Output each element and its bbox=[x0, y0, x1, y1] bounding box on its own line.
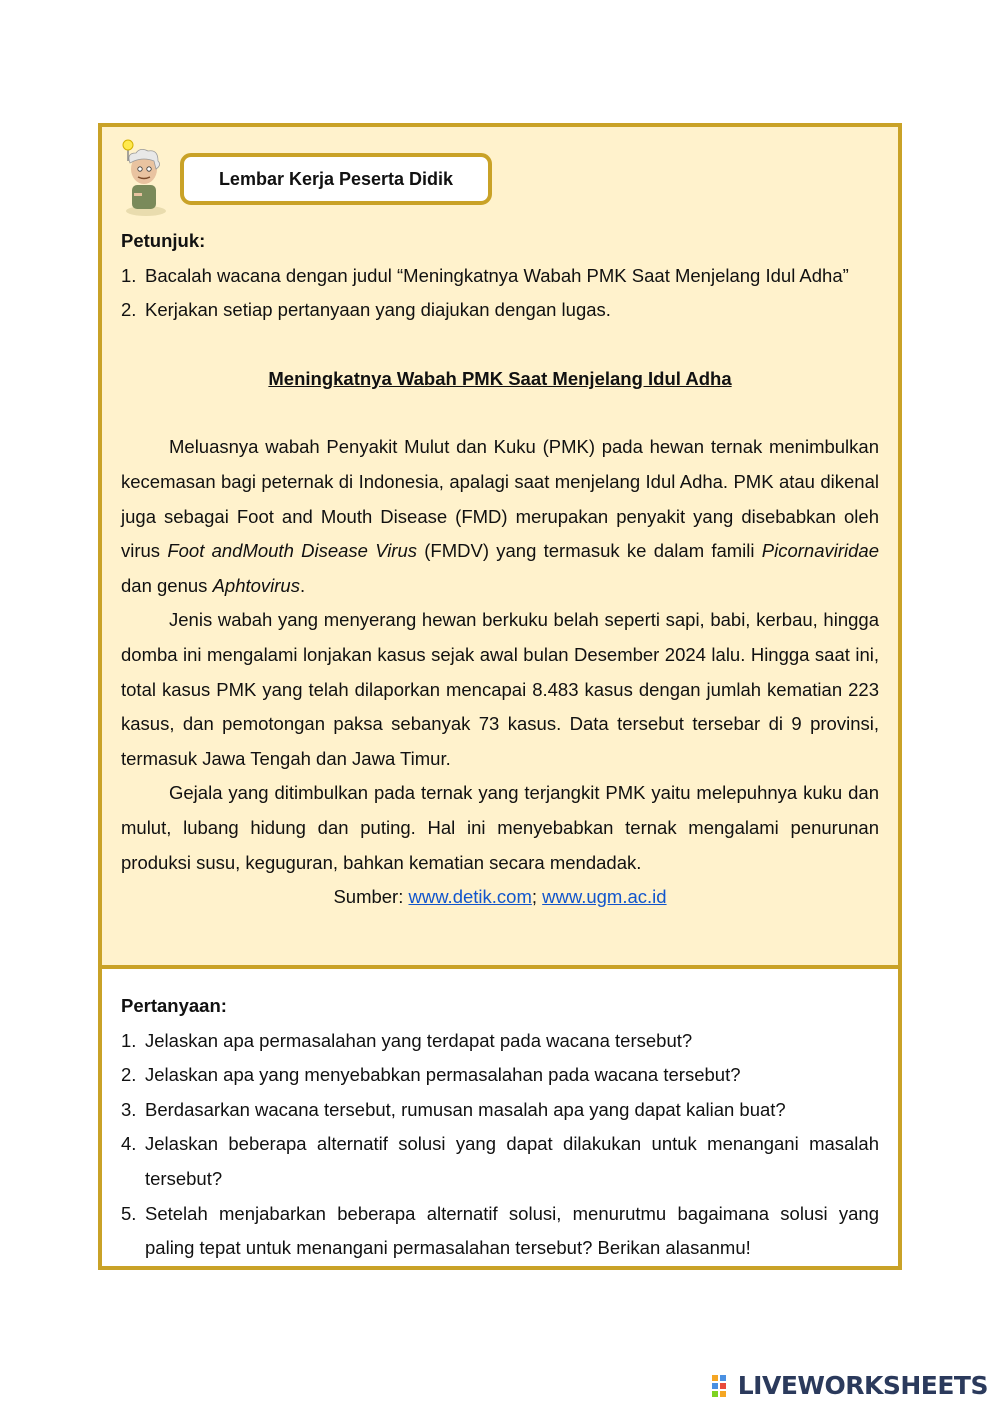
instructions-heading: Petunjuk: bbox=[121, 230, 206, 251]
question-item bbox=[121, 1197, 879, 1266]
question-item bbox=[121, 1024, 879, 1059]
question-text: Jelaskan apa yang menyebabkan permasalahan pada wacana tersebut? bbox=[145, 1064, 741, 1086]
question-number: 2. bbox=[121, 1064, 137, 1086]
instruction-text: Bacalah wacana dengan judul “Meningkatnya Wabah PMK Saat Menjelang Idul Adha” bbox=[145, 264, 849, 286]
article-paragraph bbox=[121, 776, 879, 880]
instruction-number: 1. bbox=[121, 264, 137, 286]
instruction-text: Kerjakan setiap pertanyaan yang diajukan dengan lugas. bbox=[145, 299, 611, 321]
worksheet-title: Lembar Kerja Peserta Didik bbox=[218, 168, 454, 189]
instruction-item bbox=[121, 259, 879, 294]
italic-term: Picornaviridae bbox=[761, 540, 879, 562]
source-separator: ; bbox=[531, 886, 538, 908]
paragraph-text: Jenis wabah yang menyerang hewan berkuku belah seperti sapi, babi, kerbau, hingga domba ini mengalami lonjakan kasus sejak awal bulan Desember 2024 lalu. Hingga saat ini, total kasus PMK yang telah dilaporkan mencapai 8.483 kasus dengan jumlah kematian 223 kasus, dan pemotongan paksa sebanyak 73 kasus. Data tersebut tersebar di 9 provinsi, termasuk Jawa Tengah dan Jawa Timur. bbox=[121, 609, 879, 769]
question-number: 3. bbox=[121, 1098, 137, 1120]
article-paragraph bbox=[121, 603, 879, 776]
question-text: Setelah menjabarkan beberapa alternatif solusi, menurutmu bagaimana solusi yang paling tepat untuk menangani permasalahan tersebut? Berikan alasanmu! bbox=[145, 1202, 879, 1259]
liveworksheets-logo-icon bbox=[712, 1373, 734, 1399]
liveworksheets-wordmark: LIVEWORKSHEETS bbox=[737, 1371, 988, 1400]
worksheet-title-box bbox=[180, 153, 492, 205]
liveworksheets-branding bbox=[712, 1371, 988, 1400]
thinking-scientist-icon bbox=[116, 139, 170, 219]
instruction-item bbox=[121, 293, 879, 328]
instructions-list bbox=[121, 259, 879, 328]
source-link-detik[interactable]: www.detik.com bbox=[408, 886, 532, 908]
question-item bbox=[121, 1093, 879, 1128]
question-text: Jelaskan beberapa alternatif solusi yang dapat dilakukan untuk menangani masalah tersebut? bbox=[145, 1133, 879, 1189]
paragraph-text: (FMDV) yang termasuk ke dalam famili bbox=[417, 540, 762, 562]
source-label: Sumber: bbox=[333, 886, 404, 908]
paragraph-text: Gejala yang ditimbulkan pada ternak yang terjangkit PMK yaitu melepuhnya kuku dan mulut, lubang hidung dan puting. Hal ini menyebabkan ternak mengalami penurunan produksi susu, keguguran, bahkan kematian secara mendadak. bbox=[121, 782, 879, 873]
paragraph-text: Meluasnya wabah Penyakit Mulut dan Kuku (PMK) pada hewan ternak menimbulkan kecemasan bagi peternak di Indonesia, apalagi saat menjelang Idul Adha. PMK atau dikenal juga sebagai Foot and Mouth Disease (FMD) merupakan penyakit yang disebabkan oleh virus bbox=[121, 436, 879, 562]
source-link-ugm[interactable]: www.ugm.ac.id bbox=[542, 886, 667, 908]
article-paragraph bbox=[121, 430, 879, 603]
questions-list bbox=[121, 1024, 879, 1266]
article-title: Meningkatnya Wabah PMK Saat Menjelang Idul Adha bbox=[268, 367, 732, 389]
question-text: Jelaskan apa permasalahan yang terdapat pada wacana tersebut? bbox=[145, 1029, 693, 1051]
article-source bbox=[121, 880, 879, 915]
instruction-number: 2. bbox=[121, 299, 137, 321]
questions-heading: Pertanyaan: bbox=[121, 995, 227, 1016]
question-number: 1. bbox=[121, 1029, 137, 1051]
question-item bbox=[121, 1058, 879, 1093]
questions-section bbox=[121, 989, 879, 1266]
italic-term: Foot andMouth Disease Virus bbox=[167, 540, 418, 562]
instructions-article-panel bbox=[102, 127, 898, 969]
paragraph-text: . bbox=[299, 574, 306, 596]
instructions-and-article bbox=[121, 224, 879, 915]
question-item bbox=[121, 1127, 879, 1196]
question-text: Berdasarkan wacana tersebut, rumusan masalah apa yang dapat kalian buat? bbox=[145, 1098, 786, 1120]
paragraph-text: dan genus bbox=[121, 574, 213, 596]
question-number: 5. bbox=[121, 1202, 137, 1224]
italic-term: Aphtovirus bbox=[212, 574, 300, 596]
question-number: 4. bbox=[121, 1133, 137, 1155]
worksheet-frame bbox=[98, 123, 902, 1270]
